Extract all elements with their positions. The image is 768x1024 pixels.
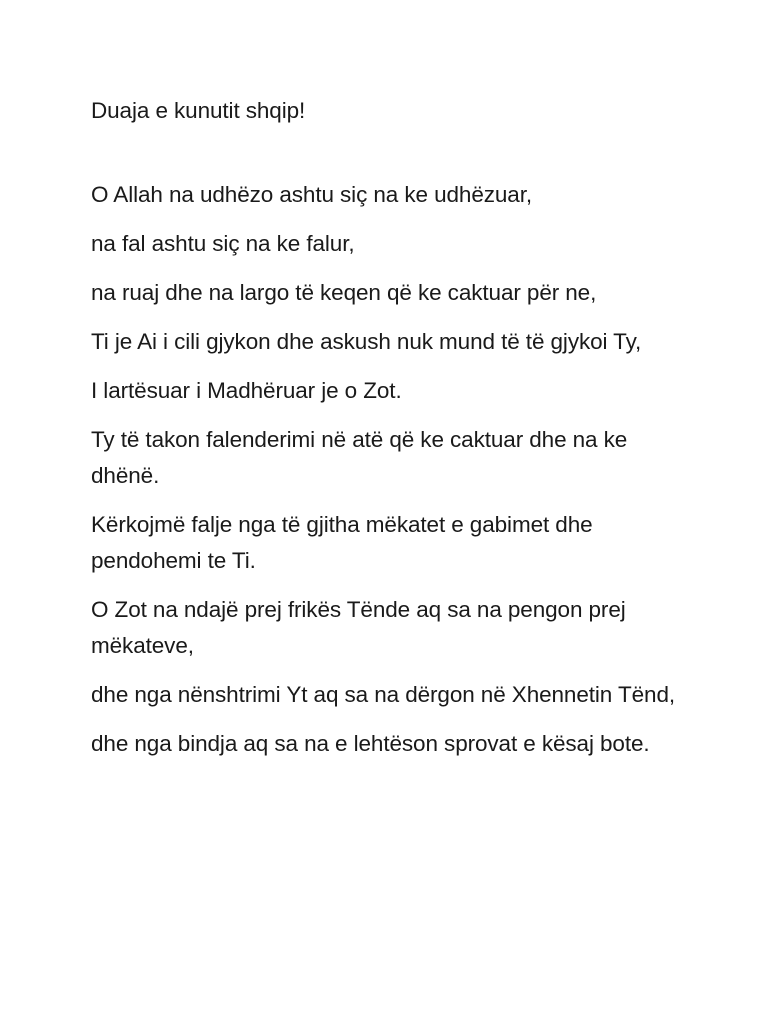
prayer-line: O Allah na udhëzo ashtu siç na ke udhëzuar, — [91, 182, 533, 207]
prayer-line: Kërkojmë falje nga të gjitha mëkatet e gabimet dhe pendohemi te Ti. — [91, 512, 593, 573]
prayer-line: I lartësuar i Madhëruar je o Zot. — [91, 378, 402, 403]
prayer-line: dhe nga nënshtrimi Yt aq sa na dërgon në Xhennetin Tënd, — [91, 682, 676, 707]
prayer-line: na fal ashtu siç na ke falur, — [91, 231, 355, 256]
prayer-line: dhe nga bindja aq sa na e lehtëson sprovat e kësaj bote. — [91, 731, 650, 756]
prayer-line: Ty të takon falenderimi në atë që ke caktuar dhe na ke dhënë. — [91, 427, 628, 488]
prayer-line: Ti je Ai i cili gjykon dhe askush nuk mund të të gjykoi Ty, — [91, 329, 642, 354]
prayer-line: O Zot na ndajë prej frikës Tënde aq sa na pengon prej mëkateve, — [91, 597, 626, 658]
prayer-line: na ruaj dhe na largo të keqen që ke caktuar për ne, — [91, 280, 597, 305]
document-title: Duaja e kunutit shqip! — [91, 98, 306, 123]
document-body — [91, 93, 681, 775]
